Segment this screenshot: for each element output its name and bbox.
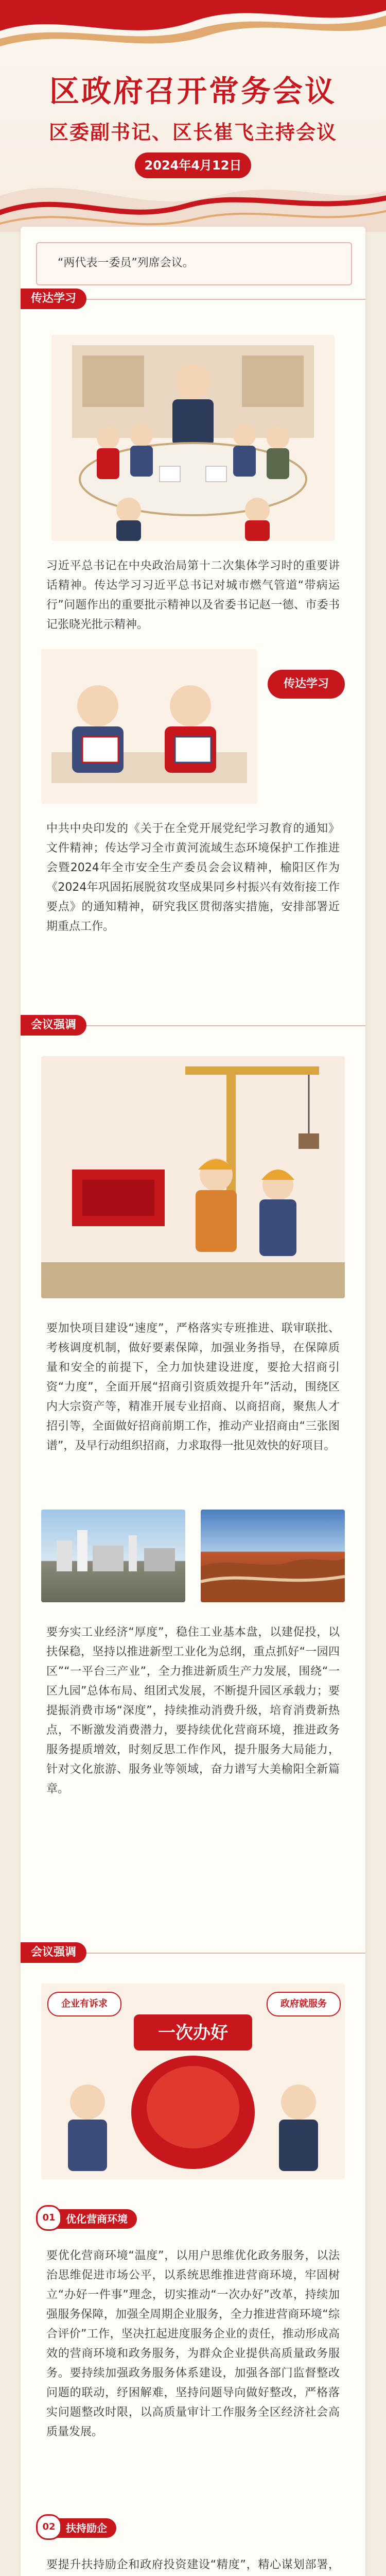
- illustration-title: 一次办好: [158, 2023, 228, 2043]
- section-label-study: 传达学习: [21, 289, 86, 309]
- study-paragraph-1: 习近平总书记在中央政治局第十二次集体学习时的重要讲话精神。传达学习习近平总书记对城市燃气管道“带病运行”问题作出的重要批示精神以及省委书记赵一德、市委书记张晓光批示精神。: [46, 560, 340, 631]
- item-2-text: 要提升扶持励企和政府投资建设“精度”，精心谋划部署，: [46, 2558, 340, 2571]
- item-label-1: 优化营商环境: [57, 2209, 137, 2229]
- left-speech-bubble: 企业有诉求: [47, 1992, 121, 2016]
- page-subtitle: 区委副书记、区长崔飞主持会议: [48, 121, 337, 144]
- study-paragraph-2: 中共中央印发的《关于在全党开展党纪学习教育的通知》文件精神；传达学习全市黄河流域生态环境保护工作推进会暨2024年全市安全生产委员会会议精神，榆阳区作为《2024年巩固拓展脱贫攻坚成果同乡村振兴有效衔接工作要点》的通知精神，研究我区贯彻落实措施，安排部署近期重点工作。: [46, 822, 340, 933]
- intro-box: [36, 242, 352, 285]
- speech-bubble-text: 传达学习: [283, 677, 329, 690]
- page-title: 区政府召开常务会议: [49, 74, 337, 109]
- item-label-2: 扶持励企: [57, 2518, 116, 2538]
- emphasis-paragraph-1: 要加快项目建设“速度”，严格落实专班推进、联审联批、考核调度机制，做好要素保障，加强业务指导，在保障质量和安全的前提下，全力加快建设进度，要抢大招商引资“力度”，全面开展“招商引资质效提升年”活动，围绕区内大宗资产等，精准开展专业招商、以商招商，聚焦人才招引等，全面做好招商前期工作，推动产业招商由“三张图谱”，及早行动组织招商，力求取得一批见效快的好项目。: [46, 1322, 340, 1452]
- reading-illustration: [41, 649, 257, 804]
- date-badge: 2024年4月12日: [135, 152, 251, 178]
- header-banner: [0, 0, 386, 232]
- item-number-1: 01: [36, 2205, 62, 2231]
- landscape-photo: [201, 1510, 345, 1602]
- emphasis-paragraph-2: 要夯实工业经济“厚度”，稳住工业基本盘，以建促投，以扶保稳，坚持以推进新型工业化为总纲，重点抓好“一园四区”“一平台三产业”，全力推进新质生产力发展，围绕“一区九园”总体布局、组团式发展，不断提升园区承载力；要提振消费市场“深度”，持续推动消费升级，培育消费新热点，不断激发消费潜力，要持续优化营商环境，推进政务服务提质增效，时刻反思工作作风，提升服务大局能力，针对文化旅游、服务业等领域，奋力谱写大美榆阳全新篇章。: [46, 1626, 340, 1795]
- section-label-emphasis-2: 会议强调: [21, 1942, 86, 1963]
- study-speech-bubble: [268, 670, 345, 699]
- industrial-photo: [41, 1510, 185, 1602]
- item-number-2: 02: [36, 2514, 62, 2540]
- section-label-emphasis: 会议强调: [21, 1015, 86, 1036]
- item-1-text: 要优化营商环境“温度”，以用户思维优化政务服务，以法治思维促进市场公平，以系统思维推进营商环境，牢固树立“办好一件事”理念，切实推动“一次办好”改革，持续加强服务保障，加强全周期企业服务，全力推进营商环境“综合评价”工作，坚决扛起进度服务企业的责任，推动形成高效的营商环境和政务服务，为群众企业提供高质量政务服务。要持续加强政务服务体系建设，加强各部门监督整改问题的联动，纾困解难，坚持问题导向做好整改，严格落实问题整改时限，以高质量审计工作服务全区经济社会高质量发展。: [46, 2249, 340, 2438]
- right-speech-bubble: 政府就服务: [267, 1992, 341, 2016]
- meeting-illustration: [51, 335, 335, 541]
- red-ribbon-decoration: [0, 0, 386, 232]
- intro-text: “两代表一委员”列席会议。: [58, 257, 194, 269]
- construction-illustration: [41, 1056, 345, 1298]
